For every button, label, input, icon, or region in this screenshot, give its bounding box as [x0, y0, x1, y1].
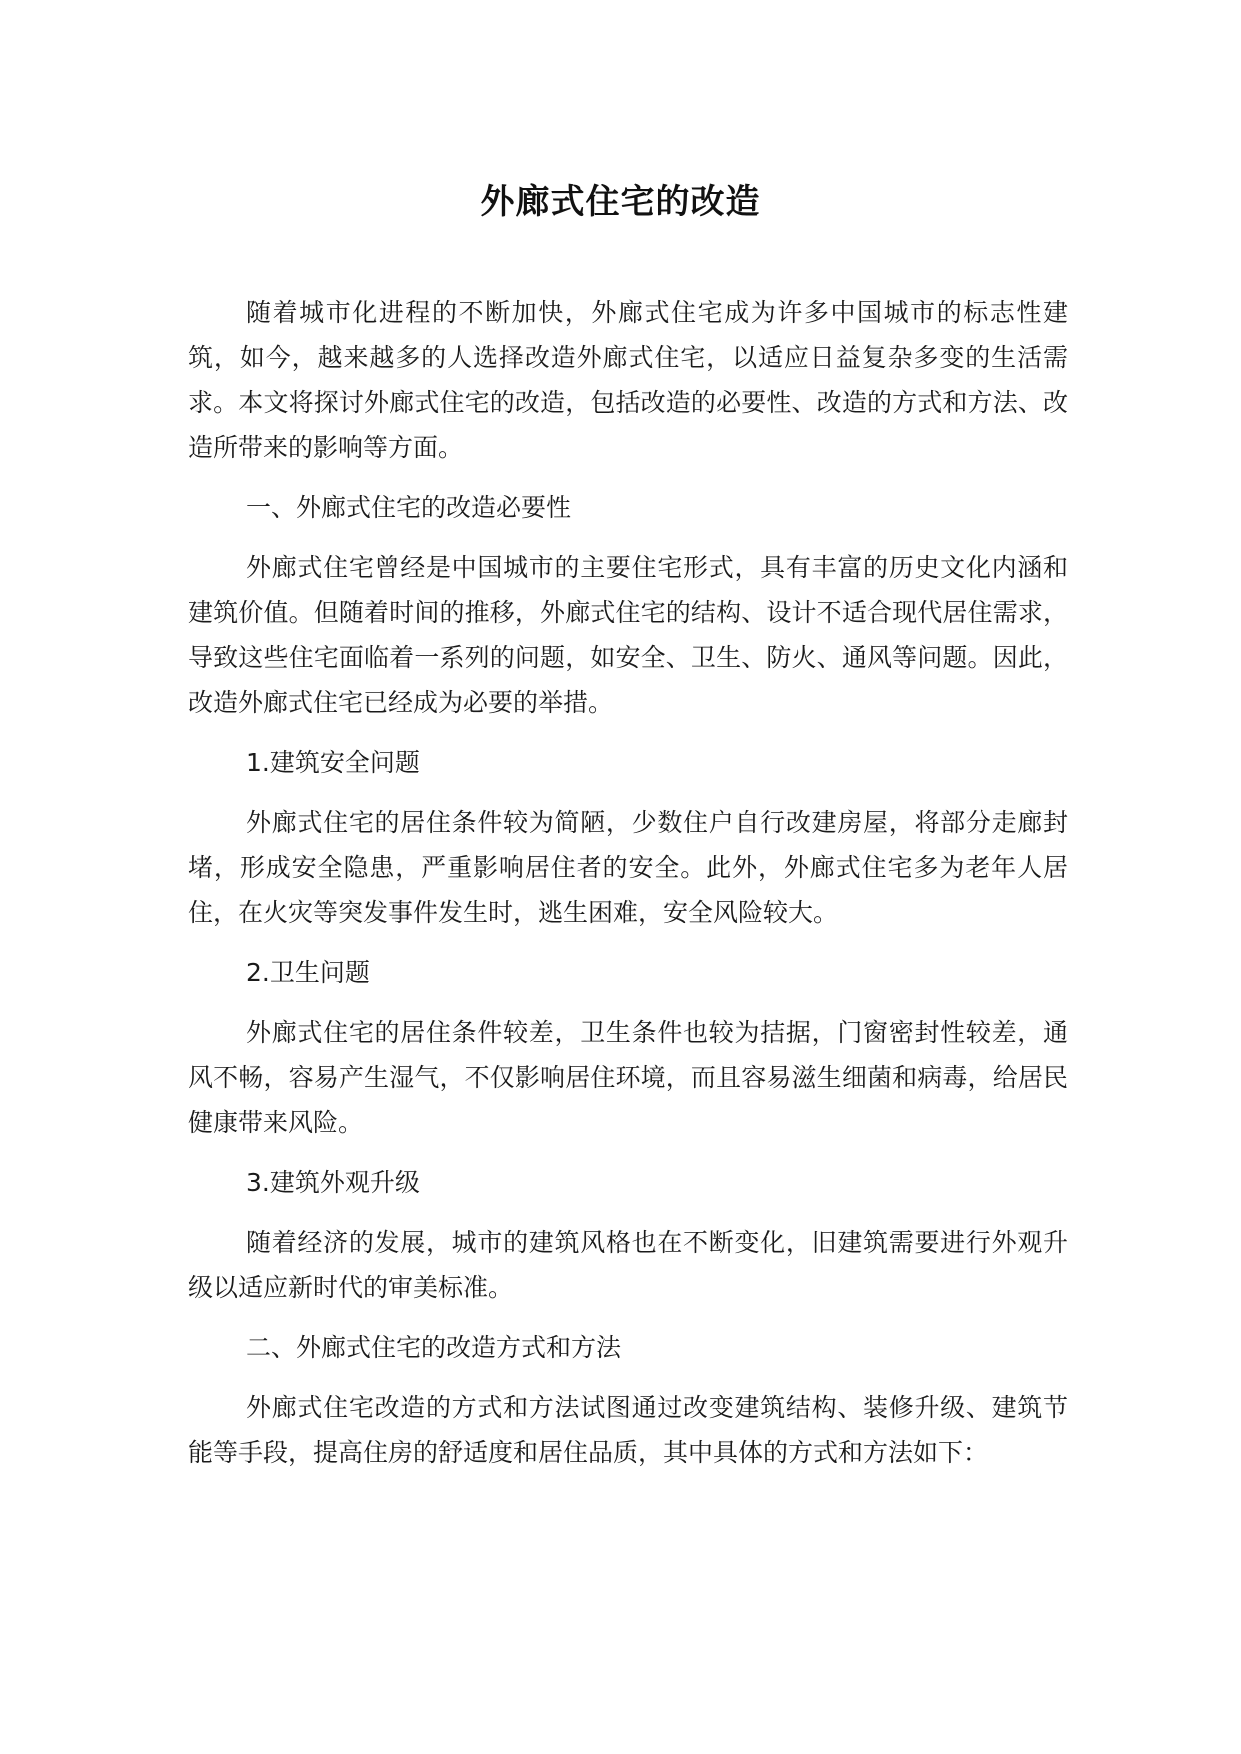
- section-heading-methods: 二、外廊式住宅的改造方式和方法: [246, 1333, 622, 1362]
- subheading-appearance: 3.建筑外观升级: [246, 1168, 420, 1197]
- subheading-hygiene: 2.卫生问题: [246, 958, 370, 987]
- document-title: 外廊式住宅的改造: [480, 182, 761, 222]
- intro-paragraph: 随着城市化进程的不断加快，外廊式住宅成为许多中国城市的标志性建筑，如今，越来越多的人选择改造外廊式住宅，以适应日益复杂多变的生活需求。本文将探讨外廊式住宅的改造，包括改造的必要性、改造的方式和方法、改造所带来的影响等方面。: [188, 298, 1068, 462]
- safety-paragraph: 外廊式住宅的居住条件较为简陋，少数住户自行改建房屋，将部分走廊封堵，形成安全隐患，严重影响居住者的安全。此外，外廊式住宅多为老年人居住，在火灾等突发事件发生时，逃生困难，安全风险较大。: [188, 808, 1068, 927]
- subheading-safety: 1.建筑安全问题: [246, 748, 420, 777]
- section-heading-necessity: 一、外廊式住宅的改造必要性: [246, 493, 572, 522]
- necessity-paragraph: 外廊式住宅曾经是中国城市的主要住宅形式，具有丰富的历史文化内涵和建筑价值。但随着时间的推移，外廊式住宅的结构、设计不适合现代居住需求，导致这些住宅面临着一系列的问题，如安全、卫生、防火、通风等问题。因此，改造外廊式住宅已经成为必要的举措。: [188, 553, 1068, 717]
- appearance-paragraph: 随着经济的发展，城市的建筑风格也在不断变化，旧建筑需要进行外观升级以适应新时代的审美标准。: [188, 1228, 1068, 1302]
- document-body: [188, 290, 1068, 1490]
- methods-paragraph: 外廊式住宅改造的方式和方法试图通过改变建筑结构、装修升级、建筑节能等手段，提高住房的舒适度和居住品质，其中具体的方式和方法如下：: [188, 1393, 1068, 1467]
- hygiene-paragraph: 外廊式住宅的居住条件较差，卫生条件也较为拮据，门窗密封性较差，通风不畅，容易产生湿气，不仅影响居住环境，而且容易滋生细菌和病毒，给居民健康带来风险。: [188, 1018, 1068, 1137]
